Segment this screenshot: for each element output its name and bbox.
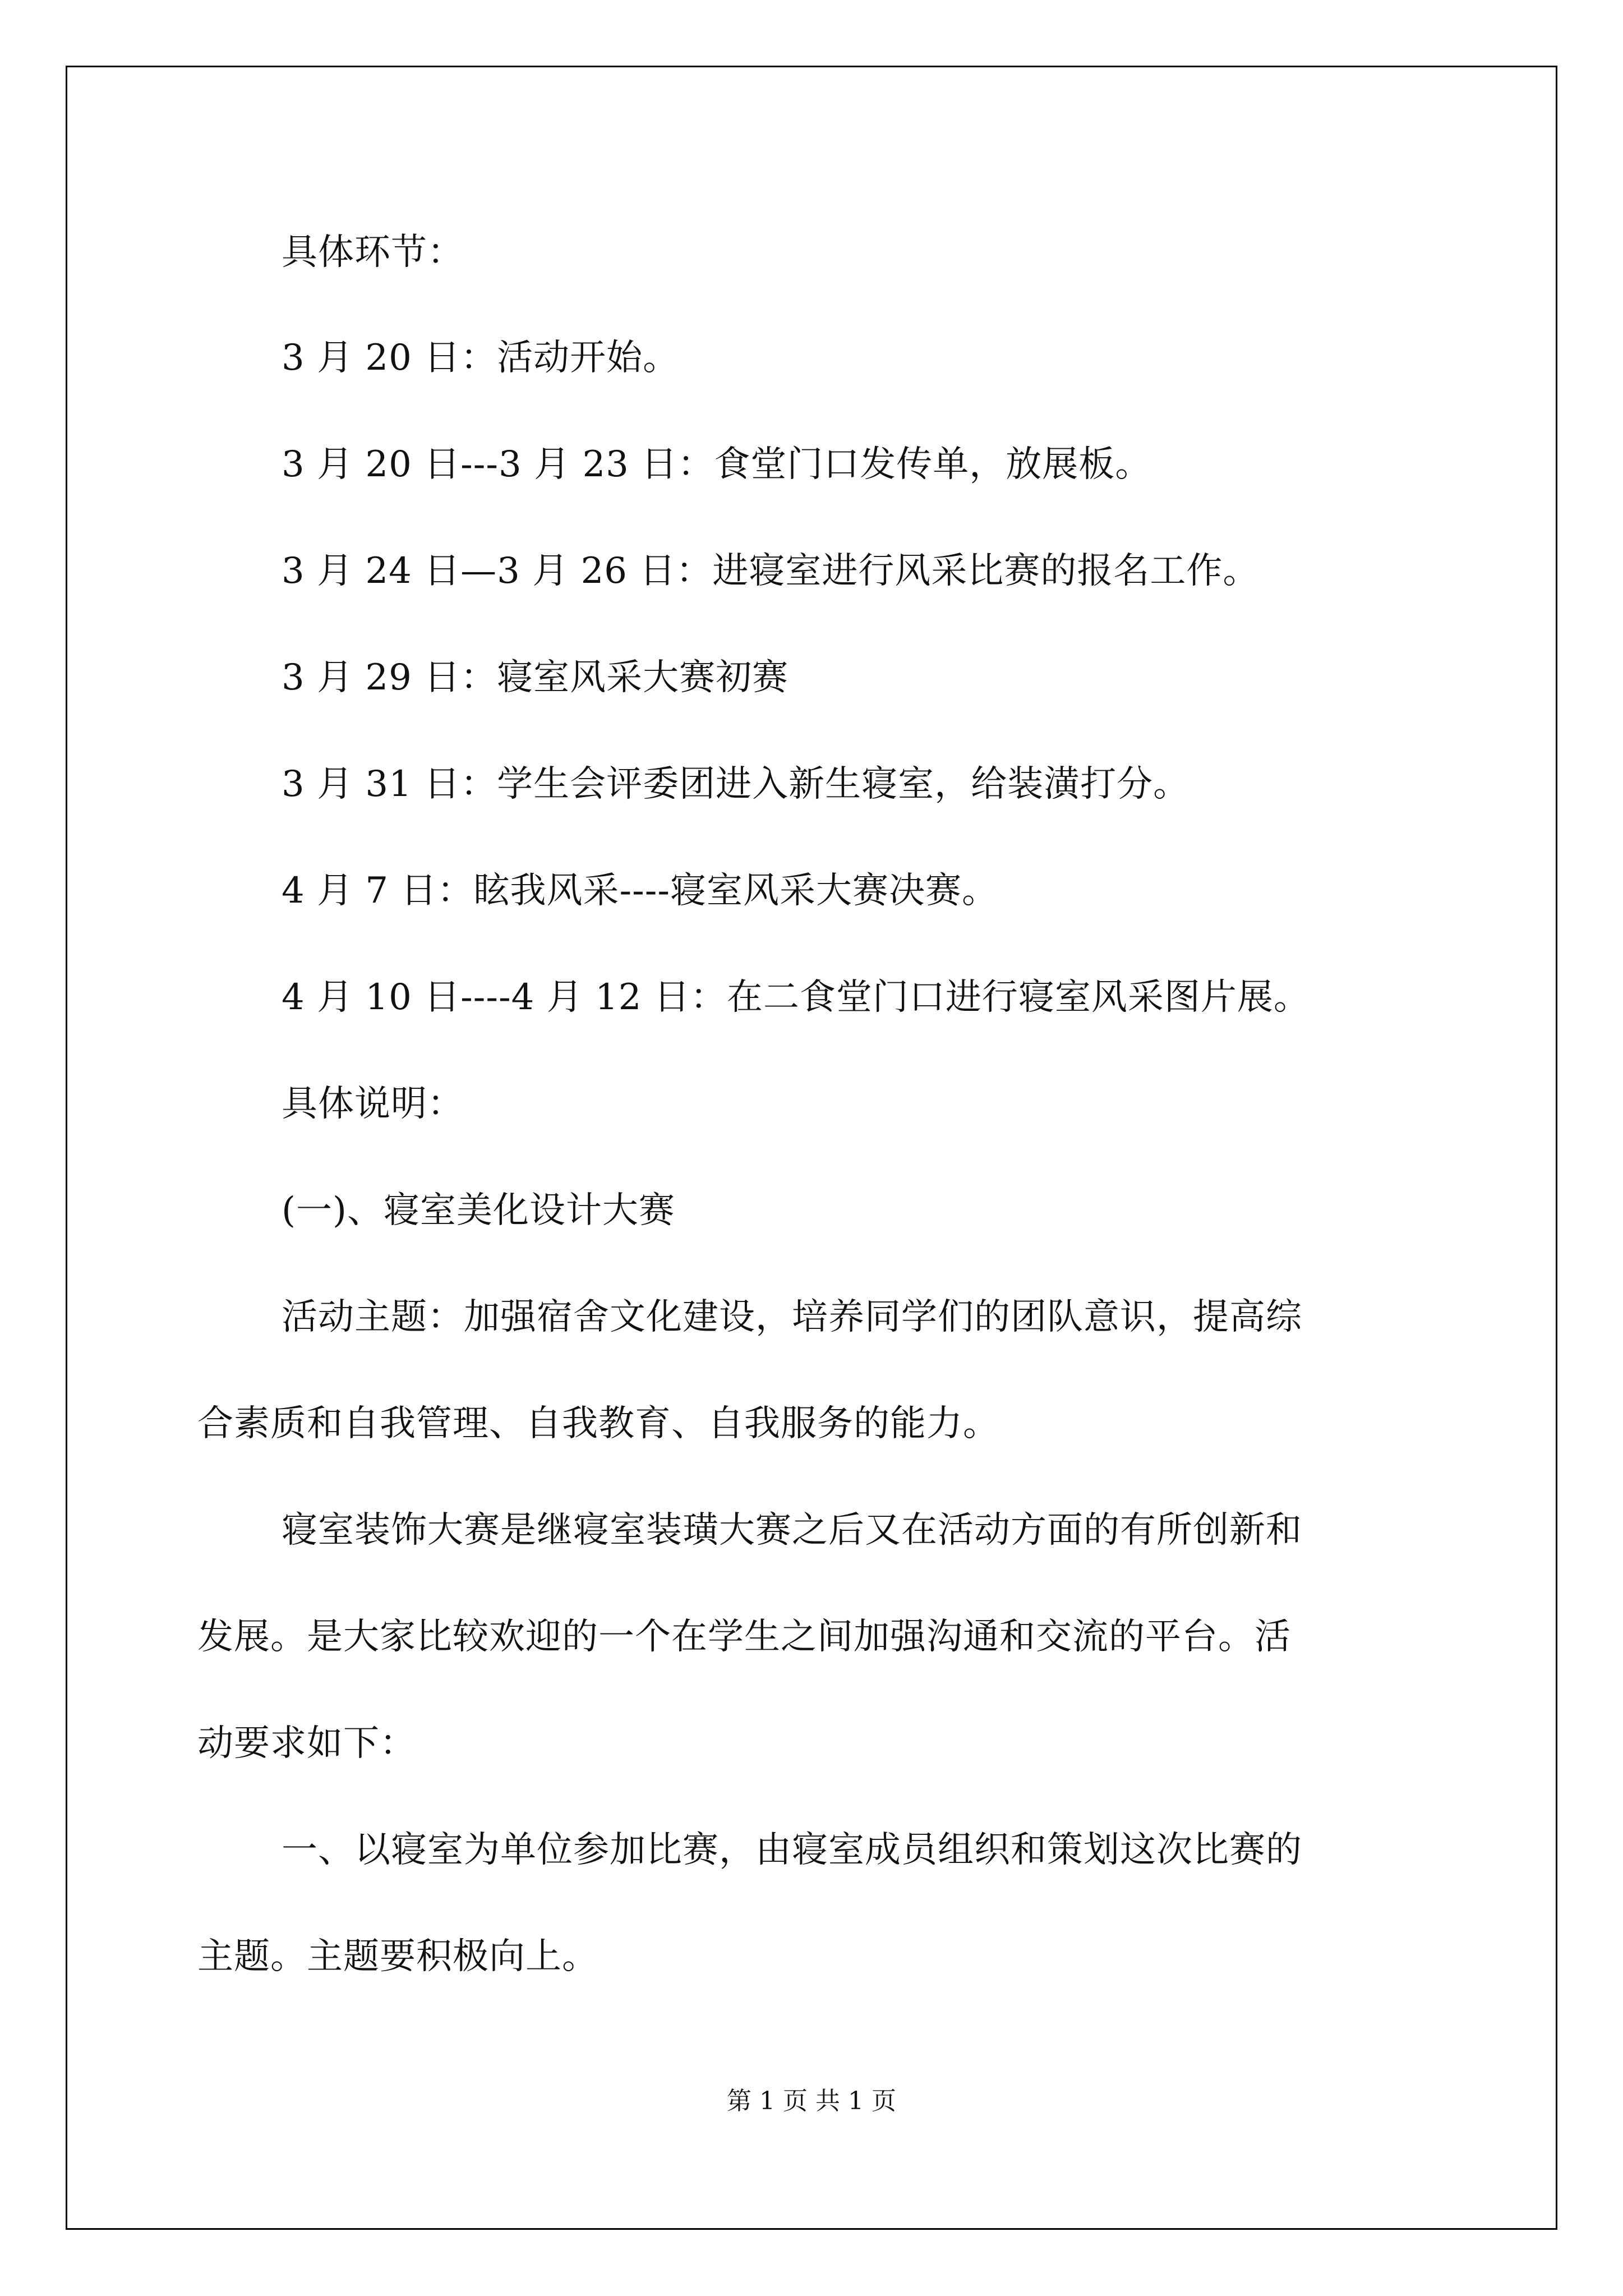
text-line: 动要求如下：: [197, 1723, 416, 1764]
text-line: 活动主题：加强宿舍文化建设，培养同学们的团队意识，提高综: [282, 1296, 1302, 1338]
page-footer: 第 1 页 共 1 页: [727, 2087, 896, 2115]
text-line: 寝室装饰大赛是继寝室装璜大赛之后又在活动方面的有所创新和: [282, 1510, 1302, 1551]
text-line: 4 月 7 日：眩我风采----寝室风采大赛决赛。: [282, 870, 998, 912]
text-line: 合素质和自我管理、自我教育、自我服务的能力。: [197, 1403, 999, 1444]
text-line: 4 月 10 日----4 月 12 日：在二食堂门口进行寝室风采图片展。: [282, 977, 1310, 1018]
text-line: 3 月 20 日：活动开始。: [282, 337, 680, 379]
text-line: 主题。主题要积极向上。: [197, 1936, 598, 1977]
text-line: 3 月 24 日—3 月 26 日：进寝室进行风采比赛的报名工作。: [282, 550, 1260, 592]
text-line: 3 月 31 日：学生会评委团进入新生寝室，给装潢打分。: [282, 763, 1190, 805]
text-line: 具体环节：: [282, 232, 464, 273]
text-line: 具体说明：: [282, 1083, 464, 1125]
text-line: 3 月 29 日：寝室风采大赛初赛: [282, 657, 789, 698]
text-line: 一、以寝室为单位参加比赛，由寝室成员组织和策划这次比赛的: [282, 1829, 1302, 1871]
text-line: (一)、寝室美化设计大赛: [282, 1190, 675, 1231]
text-line: 3 月 20 日---3 月 23 日：食堂门口发传单，放展板。: [282, 444, 1152, 485]
page-border: [66, 66, 1557, 2230]
text-line: 发展。是大家比较欢迎的一个在学生之间加强沟通和交流的平台。活: [197, 1616, 1291, 1658]
